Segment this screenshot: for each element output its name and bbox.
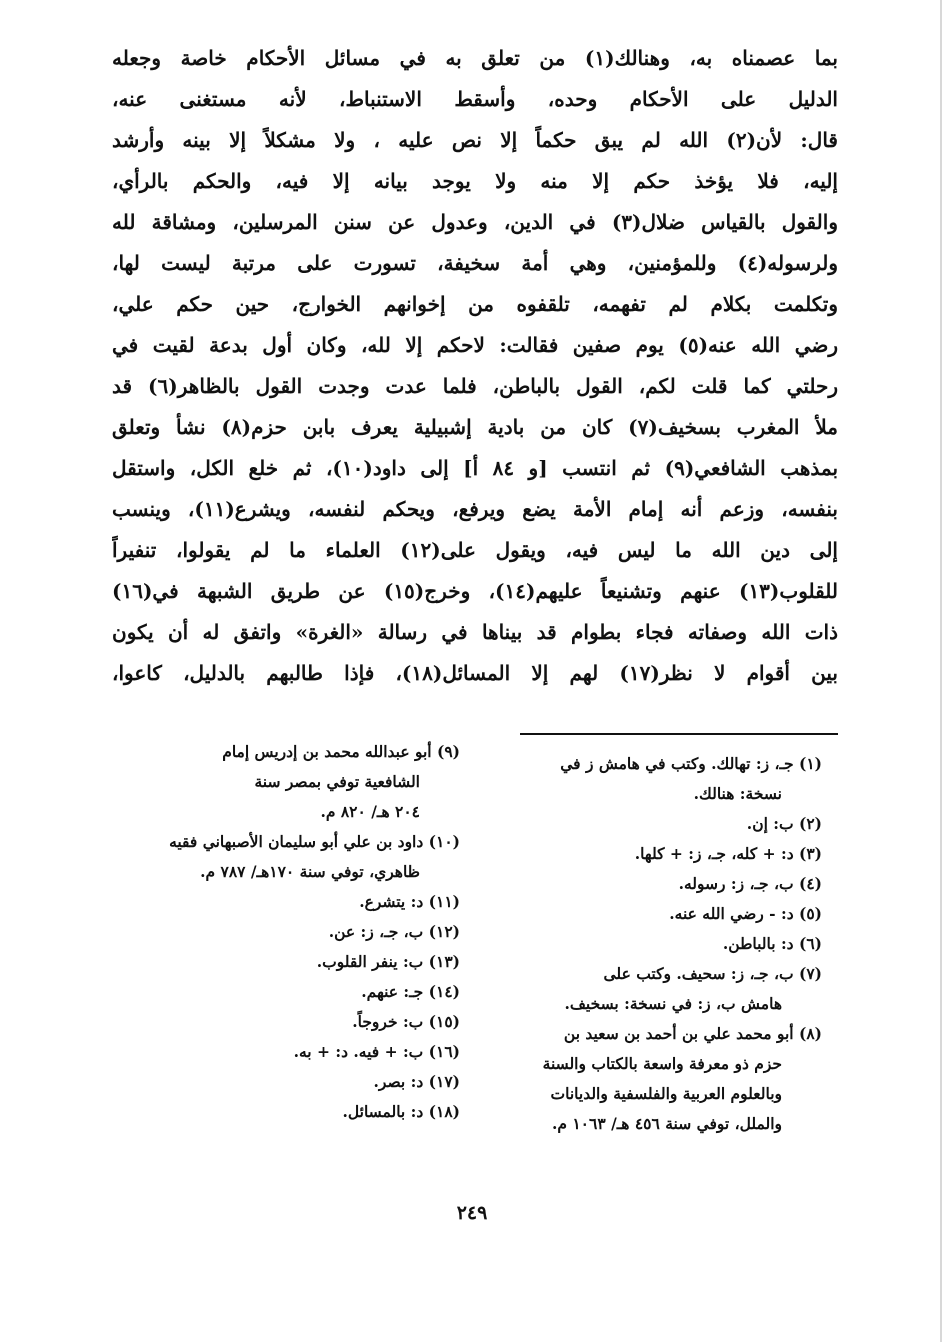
footnote-line: (٩) أبو عبدالله محمد بن إدريس إمام xyxy=(222,742,460,761)
footnote-line: والملل، توفي سنة ٤٥٦ هـ/ ١٠٦٣ م. xyxy=(551,1114,782,1133)
footnote-line: حزم ذو معرفة واسعة بالكتاب والسنة xyxy=(542,1054,782,1073)
main-text-line: بمذهب الشافعي(٩) ثم انتسب [و ٨٤ أ] إلى داود(١٠)، ثم خلع الكل، واستقل xyxy=(112,456,838,480)
footnote-divider xyxy=(520,733,838,735)
main-text-line: بين أقوام لا نظر(١٧) لهم إلا المسائل(١٨)، فإذا طالبهم بالدليل، كاعوا، xyxy=(112,661,838,685)
footnote-line: (٦) د: بالباطن. xyxy=(722,934,822,953)
footnote-line: نسخة: هنالك. xyxy=(693,784,782,803)
footnotes-left-column xyxy=(120,737,460,1127)
footnote-line: الشافعية توفي بمصر سنة xyxy=(254,772,420,791)
footnote-line: (١) جـ، ز: تهالك. وكتب في هامش ز في xyxy=(560,754,822,773)
main-text-line: والقول بالقياس ضلال(٣) في الدين، وعدول عن سنن المرسلين، ومشاقة لله xyxy=(112,210,838,234)
main-text-line: قال: لأن(٢) الله لم يبق حكماً إلا نص عليه ، ولا مشكلاً إلا بينه وأرشد xyxy=(112,128,838,152)
main-text-line: إليه، فلا يؤخذ حكم إلا منه ولا يوجد بيانه إلا فيه، والحكم بالرأي، xyxy=(112,169,838,193)
footnote-line: (١١) د: يتشرع. xyxy=(359,892,460,911)
footnote-line: (١٦) ب: + فيه. د: + به. xyxy=(293,1042,460,1061)
footnotes-right-column xyxy=(492,749,822,1139)
footnote-line: ظاهري، توفي سنة ١٧٠هـ/ ٧٨٧ م. xyxy=(200,862,420,881)
main-text-line: بما عصمناه به، وهنالك(١) من تعلق به في مسائل الأحكام خاصة وجعله xyxy=(112,46,838,70)
footnote-line: وبالعلوم العربية والفلسفية والديانات xyxy=(550,1084,782,1103)
footnote-line: (١٠) داود بن علي أبو سليمان الأصبهاني فقيه xyxy=(169,832,460,851)
main-text-line: الدليل على الأحكام وحده، وأسقط الاستنباط، لأنه مستغنى عنه، xyxy=(112,87,838,111)
footnote-line: (١٥) ب: خروجاً. xyxy=(352,1012,460,1031)
main-text-block xyxy=(112,38,838,694)
main-text-line: ولرسوله(٤) وللمؤمنين، وهي أمة سخيفة، تسورت على مرتبة ليست لها، xyxy=(112,251,838,275)
main-text-line: رحلتي كما قلت لكم، القول بالباطن، فلما عدت وجدت القول بالظاهر(٦) قد xyxy=(112,374,838,398)
footnote-line: (٨) أبو محمد علي بن أحمد بن سعيد بن xyxy=(563,1024,822,1043)
footnote-line: (٤) ب، جـ، ز: رسوله. xyxy=(678,874,822,893)
main-text-line: رضي الله عنه(٥) يوم صفين فقالت: لاحكم إلا لله، وكان أول بدعة لقيت في xyxy=(112,333,838,357)
footnote-line: (١٨) د: بالمسائل. xyxy=(342,1102,460,1121)
footnote-line: (١٤) جـ: عنهم. xyxy=(361,982,460,1001)
footnote-line: (١٢) ب، جـ، ز: عن. xyxy=(328,922,460,941)
main-text-line: للقلوب(١٣) عنهم وتشنيعاً عليهم(١٤)، وخرج(١٥) عن طريق الشبهة في(١٦) xyxy=(112,579,838,603)
scan-edge-line xyxy=(940,0,942,1342)
footnote-line: (٥) د: - رضي الله عنه. xyxy=(669,904,822,923)
footnote-line: (٢) ب: إن. xyxy=(746,814,822,833)
main-text-line: بنفسه، وزعم أنه إمام الأمة يضع ويرفع، ويحكم لنفسه، ويشرع(١١)، وينسب xyxy=(112,497,838,521)
footnote-line: (٣) د: + كله، جـ، ز: + كلها. xyxy=(634,844,822,863)
main-text-line: إلى دين الله ما ليس فيه، ويقول على(١٢) العلماء ما لم يقولوا، تنفيراً xyxy=(112,538,838,562)
main-text-line: ملأ المغرب بسخيف(٧) كان من بادية إشبيلية يعرف بابن حزم(٨) نشأ وتعلق xyxy=(112,415,838,439)
footnote-line: ٢٠٤ هـ/ ٨٢٠ م. xyxy=(320,802,420,821)
main-text-line: ذات الله وصفاته فجاء بطوام قد بيناها في رسالة «الغرة» واتفق له أن يكون xyxy=(112,620,838,644)
main-text-line: وتكلمت بكلام لم تفهمه، تلقفوه من إخوانهم الخوارج، حين حكم علي، xyxy=(112,292,838,316)
page-number: ٢٤٩ xyxy=(456,1202,488,1224)
footnote-line: (١٣) ب: ينفر القلوب. xyxy=(316,952,460,971)
footnote-line: هامش ب، ز: في نسخة: بسخيف. xyxy=(564,994,782,1013)
footnote-line: (٧) ب، جـ، ز: سحيف. وكتب على xyxy=(603,964,822,983)
footnote-line: (١٧) د: بصر. xyxy=(373,1072,460,1091)
